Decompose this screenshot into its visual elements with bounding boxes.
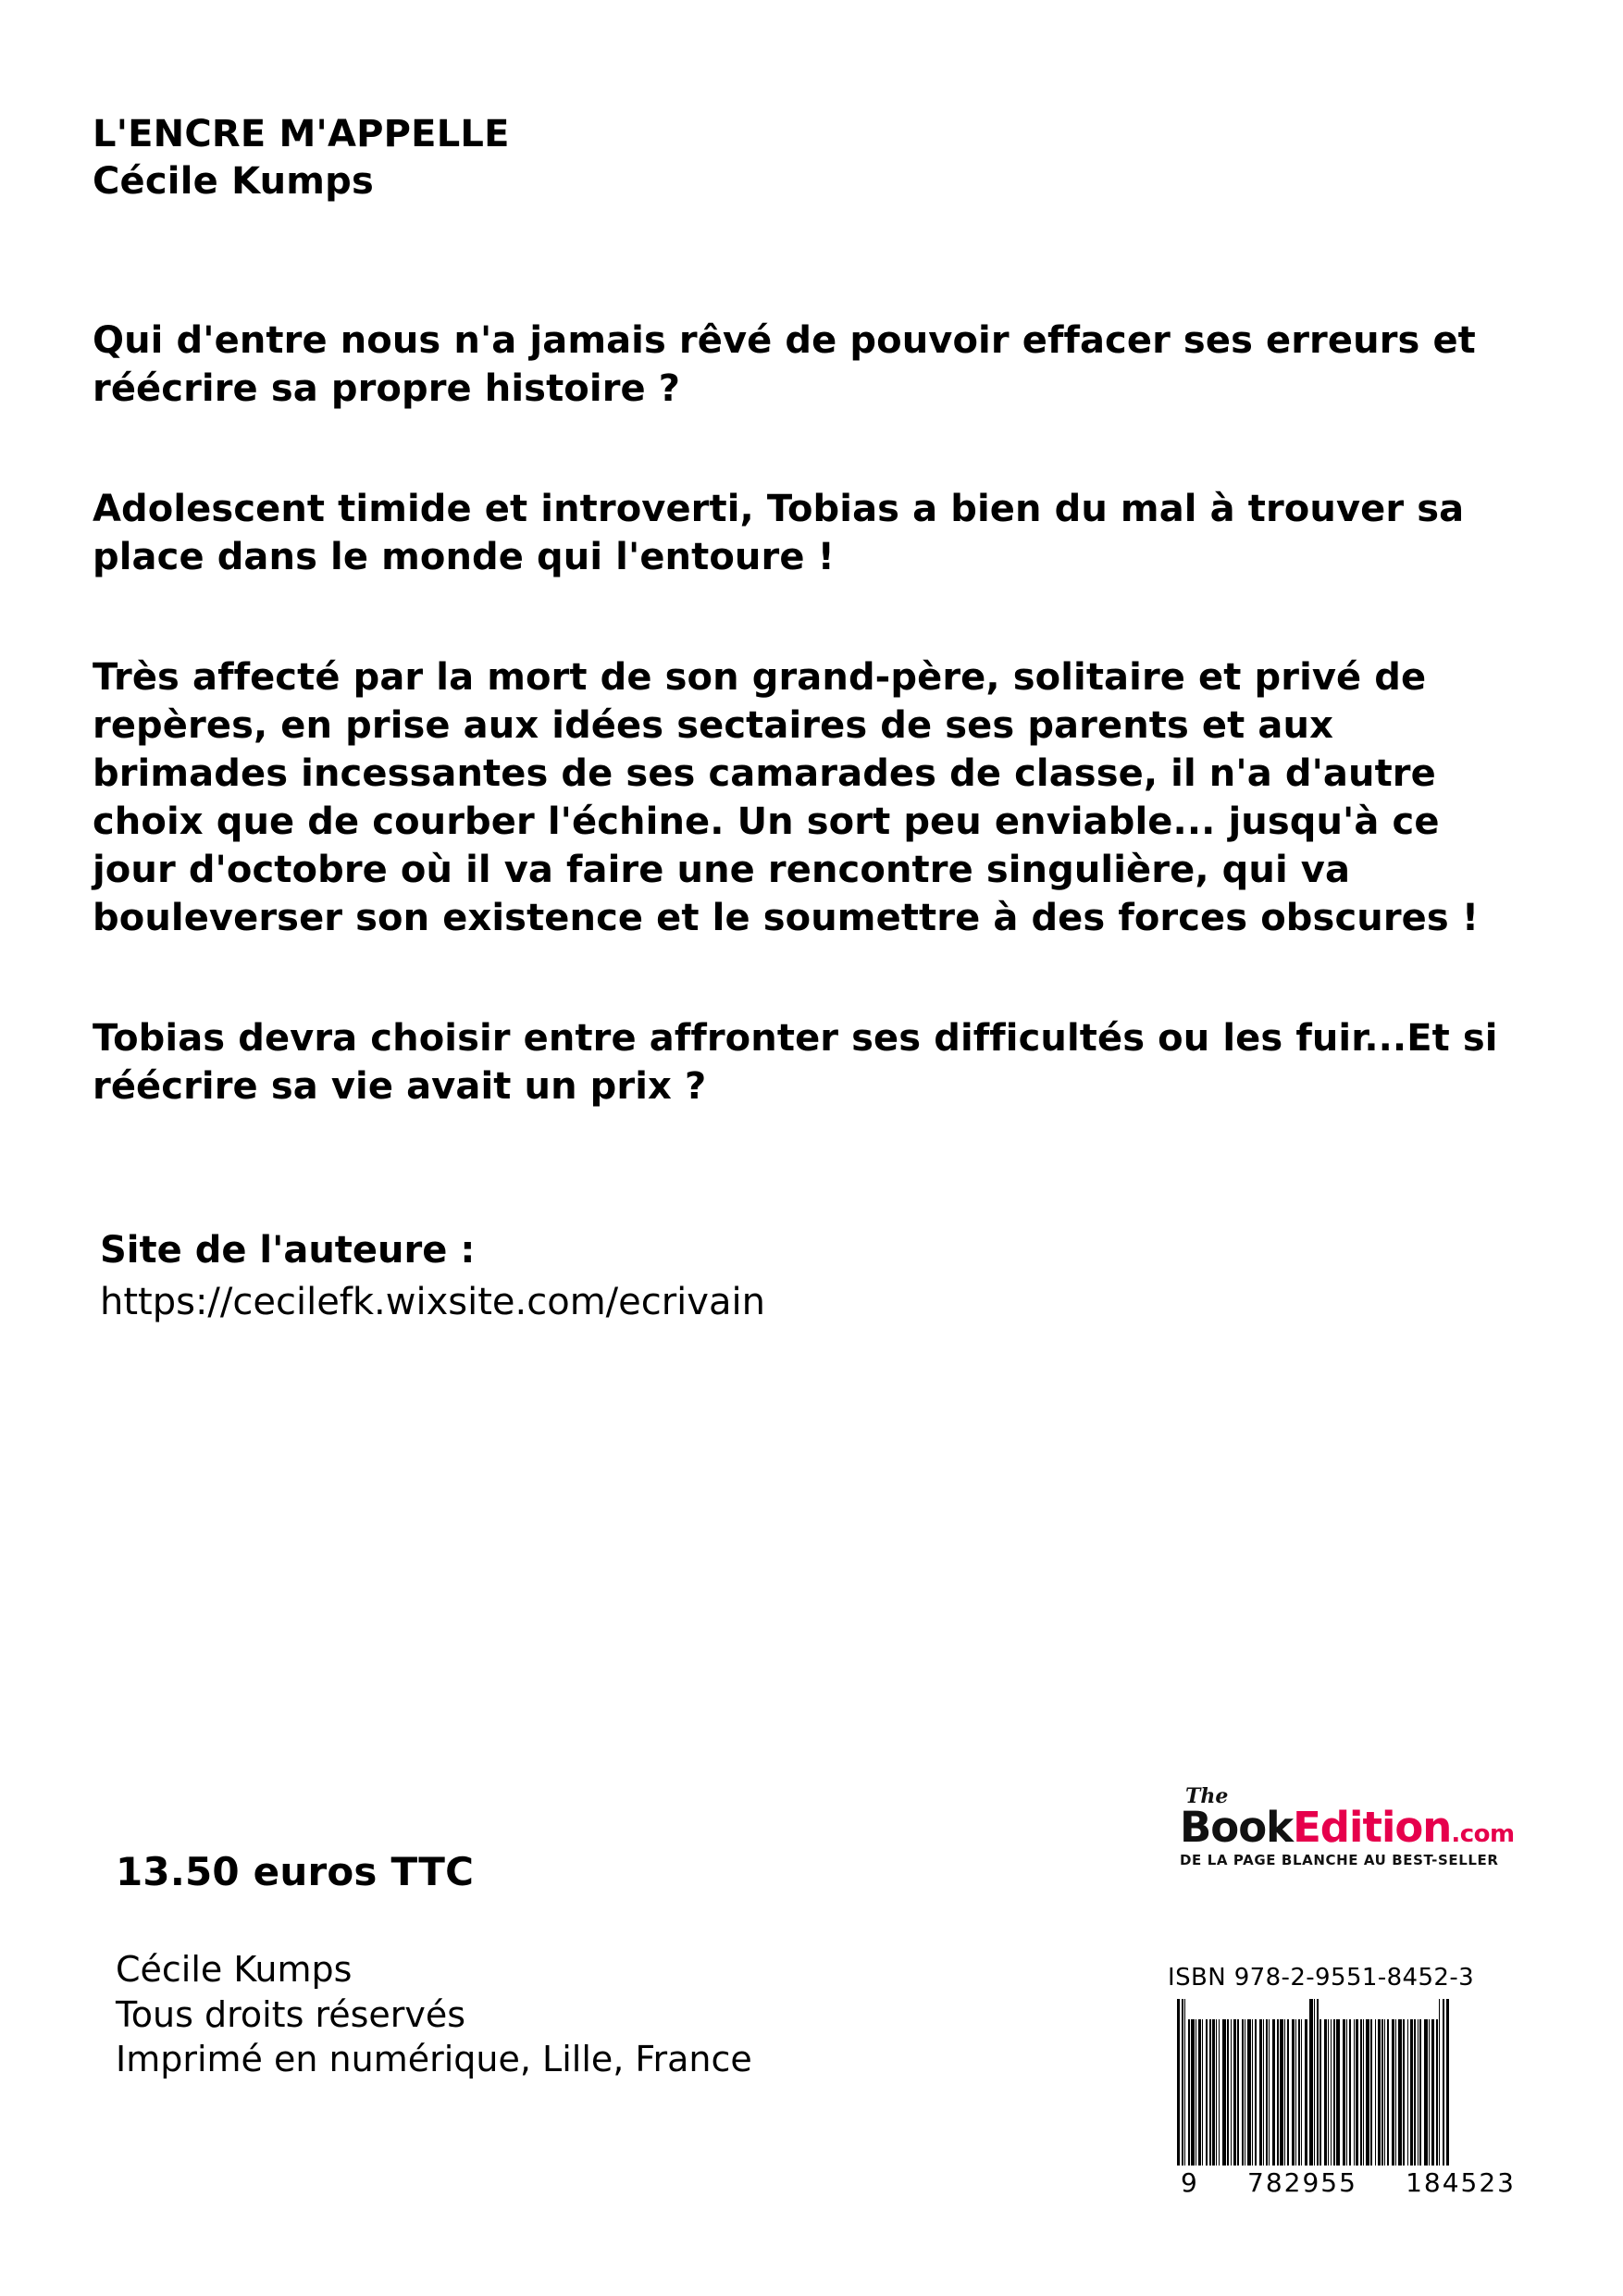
blurb-paragraph-1: Qui d'entre nous n'a jamais rêvé de pouvoir effacer ses erreurs et réécrire sa propre histoire ?: [93, 319, 1476, 411]
blurb-paragraph-4: Tobias devra choisir entre affronter ses difficultés ou les fuir...Et si réécrire sa vie avait un prix ?: [93, 1017, 1498, 1109]
price-label: 13.50 euros TTC: [116, 1849, 475, 1894]
author-name: Cécile Kumps: [93, 160, 374, 204]
blurb-paragraph-3: Très affecté par la mort de son grand-père, solitaire et privé de repères, en prise aux idées sectaires de ses parents et aux brimades incessantes de ses camarades de classe, il n'a d'autre choix que de courber l'échine. Un sort peu enviable... jusqu'à ce jour d'octobre où il va faire une rencontre singulière, qui va bouleverser son existence et le soumettre à des forces obscures !: [93, 656, 1480, 940]
legal-line-rights: Tous droits réservés: [116, 1993, 466, 2035]
publisher-tagline: DE LA PAGE BLANCHE AU BEST-SELLER: [1180, 1851, 1499, 1868]
publisher-logo-the: The: [1185, 1784, 1229, 1808]
barcode-digit-mid: 782955: [1247, 2167, 1357, 2198]
author-site-label: Site de l'auteure :: [100, 1229, 476, 1272]
legal-block: [116, 1947, 752, 2082]
barcode-bars: [1177, 1999, 1519, 2166]
publisher-logo-edition: Edition: [1293, 1803, 1452, 1852]
isbn-label: ISBN 978-2-9551-8452-3: [1168, 1964, 1475, 1992]
publisher-logo-com: .com: [1451, 1820, 1515, 1848]
barcode-digit-left: 9: [1181, 2167, 1199, 2198]
blurb-paragraph-2: Adolescent timide et introverti, Tobias a bien du mal à trouver sa place dans le monde qui l'entoure !: [93, 488, 1465, 579]
legal-line-copyright-holder: Cécile Kumps: [116, 1949, 353, 1990]
blurb-text: [93, 316, 1521, 1111]
publisher-logo-book: Book: [1180, 1803, 1294, 1852]
author-site-url[interactable]: https://cecilefk.wixsite.com/ecrivain: [100, 1281, 765, 1324]
publisher-logo: [1180, 1786, 1513, 1868]
isbn-barcode: [1177, 1999, 1519, 2198]
barcode-digits: [1177, 2167, 1519, 2198]
legal-line-printing: Imprimé en numérique, Lille, France: [116, 2039, 752, 2080]
author-site-block: [93, 1226, 1521, 1326]
publisher-logo-wordmark: [1180, 1803, 1515, 1852]
page-title: L'ENCRE M'APPELLE: [93, 113, 510, 155]
barcode-digit-right: 184523: [1406, 2167, 1516, 2198]
title-block: [93, 111, 1521, 205]
